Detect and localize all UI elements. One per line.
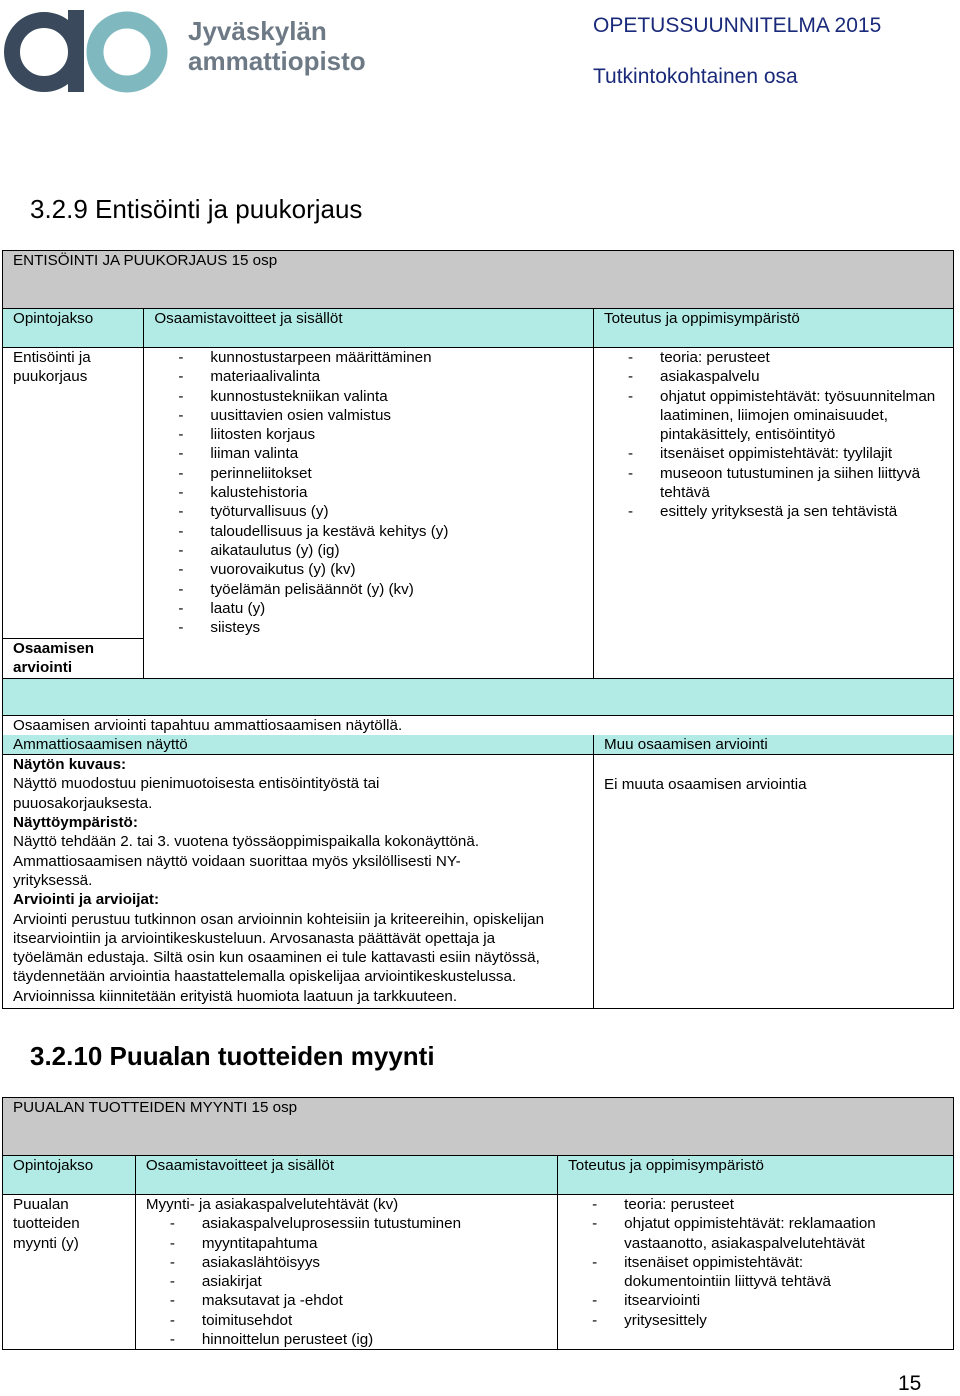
list-item: - yritysesittely bbox=[568, 1311, 898, 1330]
list-item: - materiaalivalinta bbox=[154, 367, 593, 386]
section2-table-title: PUUALAN TUOTTEIDEN MYYNTI 15 osp bbox=[3, 1098, 954, 1156]
implementation-cell bbox=[594, 348, 954, 679]
goals-list bbox=[146, 1214, 557, 1349]
list-item: - laatu (y) bbox=[154, 599, 593, 618]
list-item: - toimitusehdot bbox=[146, 1311, 557, 1330]
list-item: - vuorovaikutus (y) (kv) bbox=[154, 560, 593, 579]
assessment-label: Osaamisen arviointi bbox=[3, 639, 144, 679]
list-item: - ohjatut oppimistehtävät: työsuunnitelman laatiminen, liimojen ominaisuudet, pintakäsittely, entisöintityö bbox=[604, 387, 953, 445]
course-cell bbox=[3, 1195, 136, 1350]
goals-intro: Myynti- ja asiakaspalvelutehtävät (kv) bbox=[145, 1196, 399, 1213]
list-item: - asiakirjat bbox=[146, 1272, 557, 1291]
list-item: - ohjatut oppimistehtävät: reklamaation vastaanotto, asiakaspalvelutehtävät bbox=[568, 1214, 898, 1253]
implementation-cell bbox=[558, 1195, 954, 1350]
eval-label: Arviointi ja arvioijat: bbox=[13, 891, 160, 909]
demo-header: Ammattiosaamisen näyttö bbox=[3, 735, 594, 755]
list-item: - siisteys bbox=[154, 618, 593, 637]
list-item: - museoon tutustuminen ja siihen liittyvä tehtävä bbox=[604, 464, 953, 503]
col-header-implementation: Toteutus ja oppimisympäristö bbox=[558, 1156, 954, 1195]
list-item: - kunnostustekniikan valinta bbox=[154, 387, 593, 406]
goals-cell bbox=[135, 1195, 557, 1350]
document-title: OPETUSSUUNNITELMA 2015 bbox=[593, 14, 882, 37]
col-header-goals: Osaamistavoitteet ja sisällöt bbox=[144, 309, 594, 348]
document-subtitle: Tutkintokohtainen osa bbox=[593, 65, 798, 88]
section1-table-title: ENTISÖINTI JA PUUKORJAUS 15 osp bbox=[3, 251, 954, 309]
demo-content bbox=[3, 755, 594, 1009]
implementation-list bbox=[604, 348, 953, 522]
list-item: - teoria: perusteet bbox=[604, 348, 953, 367]
list-item: - aikataulutus (y) (ig) bbox=[154, 541, 593, 560]
list-item: - liitosten korjaus bbox=[154, 425, 593, 444]
page-number: 15 bbox=[898, 1372, 922, 1395]
list-item: - kalustehistoria bbox=[154, 483, 593, 502]
list-item: - kunnostustarpeen määrittäminen bbox=[154, 348, 593, 367]
list-item: - liiman valinta bbox=[154, 444, 593, 463]
list-item: - työturvallisuus (y) bbox=[154, 502, 593, 521]
list-item: - asiakaslähtöisyys bbox=[146, 1253, 557, 1272]
list-item: - itsenäiset oppimistehtävät: dokumentointiin liittyvä tehtävä bbox=[568, 1253, 898, 1292]
assessment-band bbox=[3, 678, 954, 715]
section2-table bbox=[2, 1097, 954, 1350]
eval-text: Arviointi perustuu tutkinnon osan arvioinnin kohteisiin ja kriteereihin, opiskelijan itsearviointiin ja arviointikeskusteluun. Arvosanasta päättävät opettaja ja työelämän edustaja. Siltä osin kun osaaminen ei tule kattavasti esiin näytössä, täydennetään arviointia haastattelemalla opiskelijaa arviointikeskustelussa. Arvioinnissa kiinnitetään erityistä huomiota laatuun ja tarkkuuteen. bbox=[13, 910, 545, 1005]
env-text-1: Näyttö tehdään 2. tai 3. vuotena työssäoppimispaikalla kokonäyttönä. bbox=[13, 833, 480, 851]
section1-table bbox=[2, 250, 954, 1009]
list-item: - asiakaspalveluprosessiin tutustuminen bbox=[146, 1214, 557, 1233]
course-name: Puualan tuotteiden myynti (y) bbox=[13, 1196, 80, 1252]
logo-text-line1: Jyväskylän bbox=[188, 16, 327, 46]
col-header-implementation: Toteutus ja oppimisympäristö bbox=[594, 309, 954, 348]
goals-list bbox=[154, 348, 593, 637]
list-item: - uusittavien osien valmistus bbox=[154, 406, 593, 425]
col-header-course: Opintojakso bbox=[3, 1156, 136, 1195]
list-item: - teoria: perusteet bbox=[568, 1195, 898, 1214]
course-name: Entisöinti ja puukorjaus bbox=[13, 349, 91, 386]
other-assessment-content: Ei muuta osaamisen arviointia bbox=[594, 755, 954, 1009]
list-item: - myyntitapahtuma bbox=[146, 1234, 557, 1253]
assessment-note: Osaamisen arviointi tapahtuu ammattiosaamisen näytöllä. bbox=[3, 715, 954, 735]
list-item: - esittely yrityksestä ja sen tehtävistä bbox=[604, 502, 953, 521]
list-item: - hinnoittelun perusteet (ig) bbox=[146, 1330, 557, 1349]
logo bbox=[2, 2, 382, 94]
other-assessment-header: Muu osaamisen arviointi bbox=[594, 735, 954, 755]
list-item: - asiakaspalvelu bbox=[604, 367, 953, 386]
list-item: - itsenäiset oppimistehtävät: tyylilajit bbox=[604, 444, 953, 463]
env-text-2: Ammattiosaamisen näyttö voidaan suorittaa myös yksilöllisesti NY-yrityksessä. bbox=[13, 852, 461, 889]
list-item: - perinneliitokset bbox=[154, 464, 593, 483]
demo-desc-label: Näytön kuvaus: bbox=[13, 756, 127, 774]
env-label: Näyttöympäristö: bbox=[13, 814, 138, 832]
col-header-course: Opintojakso bbox=[3, 309, 144, 348]
list-item: - maksutavat ja -ehdot bbox=[146, 1291, 557, 1310]
goals-cell bbox=[144, 348, 594, 679]
implementation-list bbox=[568, 1195, 898, 1330]
course-cell bbox=[3, 348, 144, 639]
section2-heading: 3.2.10 Puualan tuotteiden myynti bbox=[30, 1041, 435, 1071]
demo-desc: Näyttö muodostuu pienimuotoisesta entisöintityöstä tai puuosakorjauksesta. bbox=[13, 775, 380, 812]
list-item: - itsearviointi bbox=[568, 1291, 898, 1310]
list-item: - taloudellisuus ja kestävä kehitys (y) bbox=[154, 522, 593, 541]
logo-text-line2: ammattiopisto bbox=[188, 46, 366, 76]
list-item: - työelämän pelisäännöt (y) (kv) bbox=[154, 580, 593, 599]
section1-heading: 3.2.9 Entisöinti ja puukorjaus bbox=[30, 194, 363, 224]
col-header-goals: Osaamistavoitteet ja sisällöt bbox=[135, 1156, 557, 1195]
